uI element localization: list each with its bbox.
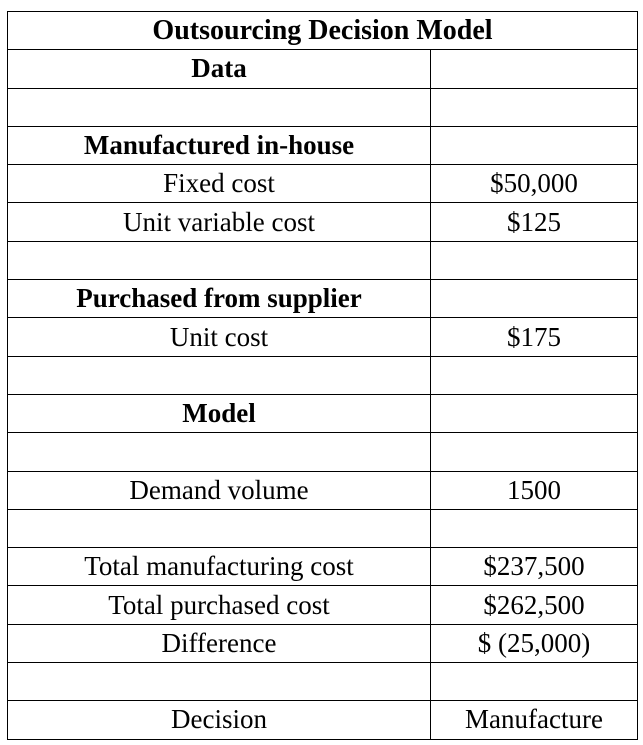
unit-variable-cost-label: Unit variable cost	[8, 203, 431, 241]
model-heading-row	[8, 394, 638, 432]
empty-cell[interactable]	[431, 241, 638, 279]
total-manufacturing-cost-value[interactable]: $237,500	[431, 548, 638, 586]
empty-cell[interactable]	[431, 50, 638, 88]
data-heading: Data	[8, 50, 431, 88]
unit-variable-cost-row	[8, 203, 638, 241]
empty-cell[interactable]	[431, 280, 638, 318]
title-row	[8, 12, 638, 50]
total-purchased-cost-value[interactable]: $262,500	[431, 586, 638, 624]
empty-cell[interactable]	[8, 241, 431, 279]
outsourcing-decision-table	[7, 11, 638, 740]
empty-cell[interactable]	[431, 126, 638, 164]
model-heading: Model	[8, 394, 431, 432]
empty-row	[8, 509, 638, 547]
unit-cost-label: Unit cost	[8, 318, 431, 356]
difference-label: Difference	[8, 624, 431, 662]
total-manufacturing-cost-row	[8, 548, 638, 586]
empty-row	[8, 88, 638, 126]
difference-value[interactable]: $ (25,000)	[431, 624, 638, 662]
data-heading-row	[8, 50, 638, 88]
purchased-heading-row	[8, 280, 638, 318]
empty-row	[8, 433, 638, 471]
decision-label: Decision	[8, 701, 431, 739]
empty-cell[interactable]	[8, 509, 431, 547]
decision-row	[8, 701, 638, 739]
empty-cell[interactable]	[431, 88, 638, 126]
decision-value[interactable]: Manufacture	[431, 701, 638, 739]
total-manufacturing-cost-label: Total manufacturing cost	[8, 548, 431, 586]
demand-volume-label: Demand volume	[8, 471, 431, 509]
fixed-cost-label: Fixed cost	[8, 165, 431, 203]
difference-row	[8, 624, 638, 662]
empty-cell[interactable]	[431, 509, 638, 547]
total-purchased-cost-label: Total purchased cost	[8, 586, 431, 624]
purchased-heading: Purchased from supplier	[8, 280, 431, 318]
fixed-cost-row	[8, 165, 638, 203]
unit-variable-cost-value[interactable]: $125	[431, 203, 638, 241]
demand-volume-row	[8, 471, 638, 509]
total-purchased-cost-row	[8, 586, 638, 624]
empty-cell[interactable]	[8, 356, 431, 394]
demand-volume-value[interactable]: 1500	[431, 471, 638, 509]
empty-cell[interactable]	[431, 663, 638, 701]
empty-cell[interactable]	[431, 356, 638, 394]
empty-row	[8, 241, 638, 279]
empty-cell[interactable]	[8, 663, 431, 701]
empty-cell[interactable]	[431, 433, 638, 471]
unit-cost-row	[8, 318, 638, 356]
empty-cell[interactable]	[8, 88, 431, 126]
empty-cell[interactable]	[431, 394, 638, 432]
manufactured-heading: Manufactured in-house	[8, 126, 431, 164]
table-title: Outsourcing Decision Model	[8, 12, 638, 50]
empty-cell[interactable]	[8, 433, 431, 471]
unit-cost-value[interactable]: $175	[431, 318, 638, 356]
empty-row	[8, 356, 638, 394]
manufactured-heading-row	[8, 126, 638, 164]
fixed-cost-value[interactable]: $50,000	[431, 165, 638, 203]
empty-row	[8, 663, 638, 701]
